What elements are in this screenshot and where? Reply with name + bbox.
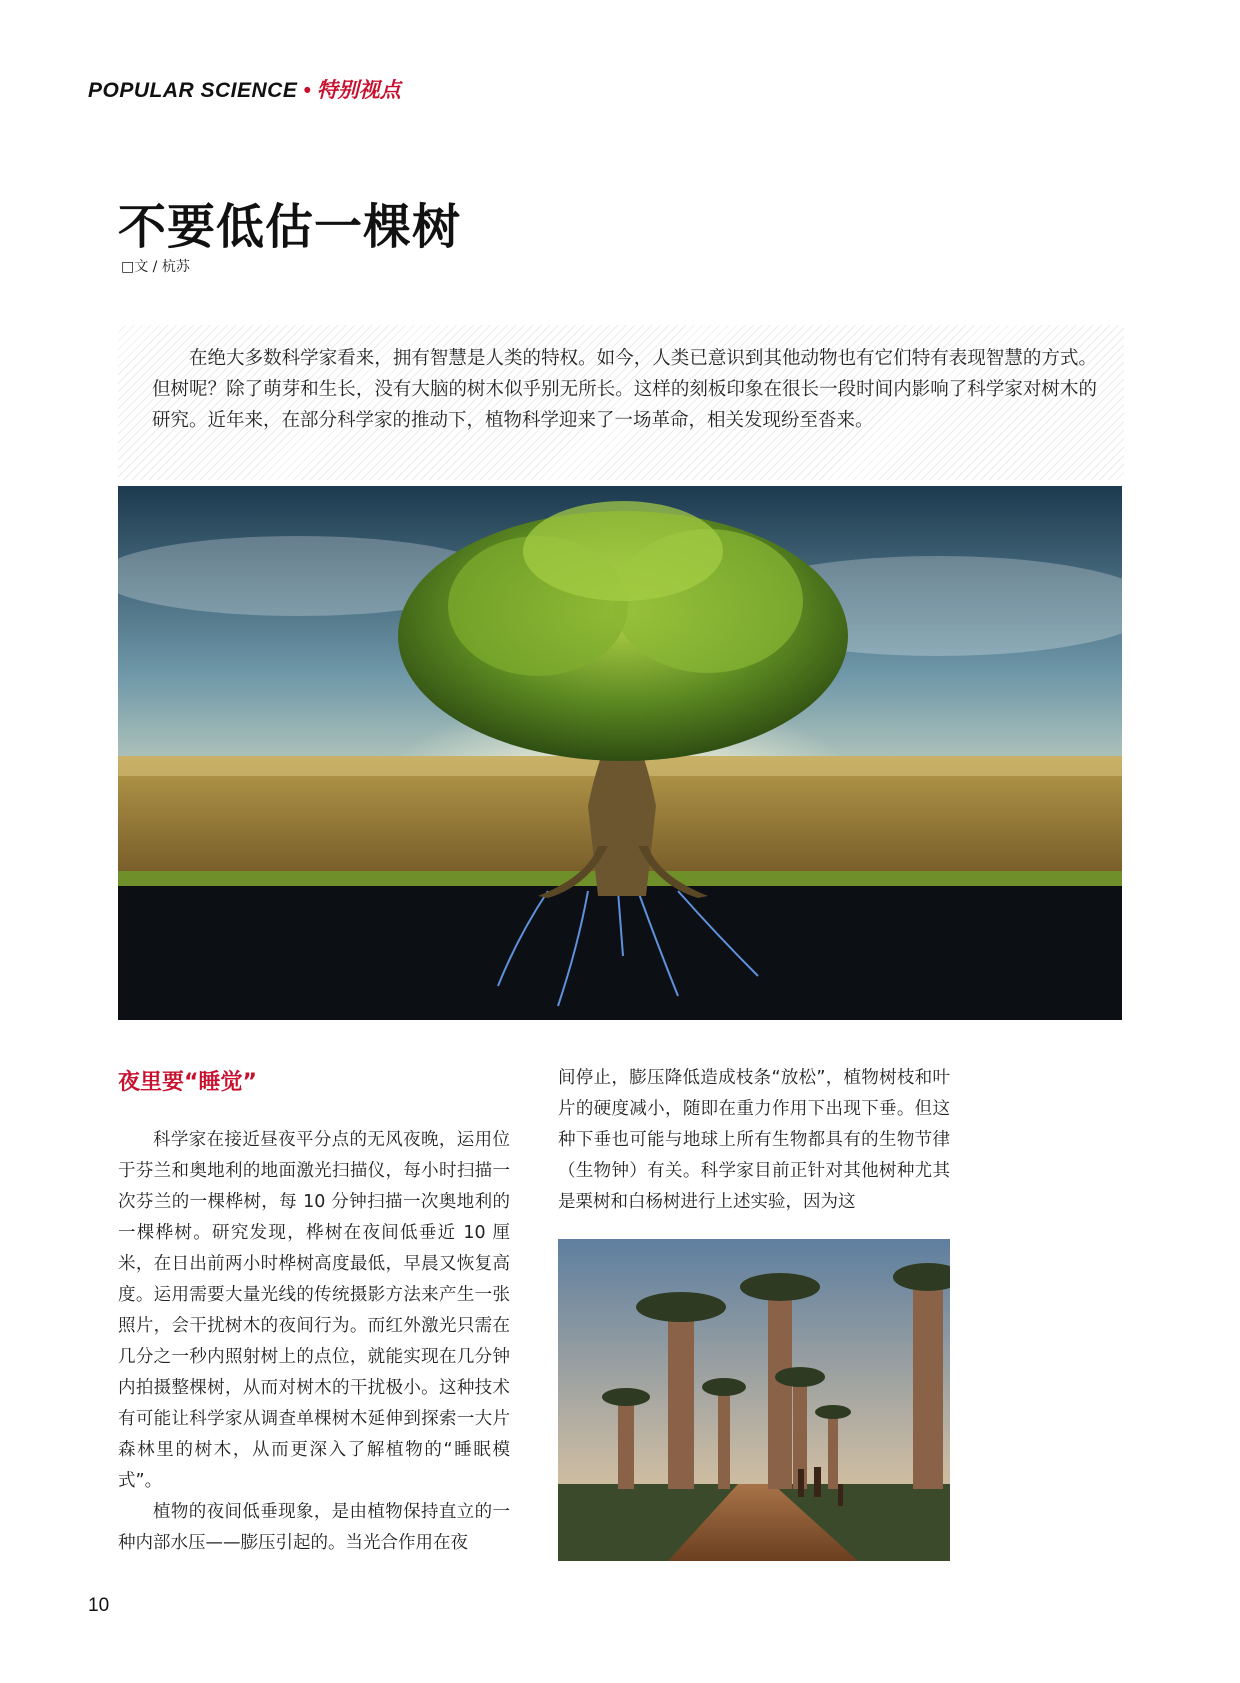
intro-box xyxy=(118,325,1124,480)
body-column-right xyxy=(558,1063,950,1218)
body-paragraph-continued: 间停止，膨压降低造成枝条“放松”，植物树枝和叶片的硬度减小，随即在重力作用下出现下垂。但这种下垂也可能与地球上所有生物都具有的生物节律（生物钟）有关。科学家目前正针对其他树种尤其是栗树和白杨树进行上述实验，因为这 xyxy=(558,1068,950,1212)
body-paragraph: 科学家在接近昼夜平分点的无风夜晚，运用位于芬兰和奥地利的地面激光扫描仪，每小时扫描一次芬兰的一棵桦树，每 10 分钟扫描一次奥地利的一棵桦树。研究发现，桦树在夜间低垂近 10 厘米，在日出前两小时桦树高度最低，早晨又恢复高度。运用需要大量光线的传统摄影方法来产生一张照片，会干扰树木的夜间行为。而红外激光只需在几分之一秒内照射树上的点位，就能实现在几分钟内拍摄整棵树，从而对树木的干扰极小。这种技术有可能让科学家从调查单棵树木延伸到探索一大片森林里的树木，从而更深入了解植物的“睡眠模式”。 xyxy=(118,1130,510,1491)
intro-paragraph: 在绝大多数科学家看来，拥有智慧是人类的特权。如今，人类已意识到其他动物也有它们特有表现智慧的方式。但树呢？除了萌芽和生长，没有大脑的树木似乎别无所长。这样的刻板印象在很长一段时间内影响了科学家对树木的研究。近年来，在部分科学家的推动下，植物科学迎来了一场革命，相关发现纷至沓来。 xyxy=(152,348,1097,431)
magazine-brand: POPULAR SCIENCE xyxy=(88,79,298,102)
baobab-photo xyxy=(558,1239,950,1561)
section-name: 特别视点 xyxy=(316,78,401,102)
page-number: 10 xyxy=(88,1595,110,1616)
running-header xyxy=(88,74,401,104)
article-title: 不要低估一棵树 xyxy=(118,199,462,255)
body-column-left xyxy=(118,1125,510,1559)
article-byline: □文 / 杭苏 xyxy=(121,259,190,275)
hero-tree-illustration xyxy=(118,486,1122,1020)
section-subhead: 夜里要“睡觉” xyxy=(118,1070,257,1095)
header-separator: • xyxy=(303,79,311,102)
body-paragraph: 植物的夜间低垂现象，是由植物保持直立的一种内部水压——膨压引起的。当光合作用在夜 xyxy=(118,1502,510,1553)
